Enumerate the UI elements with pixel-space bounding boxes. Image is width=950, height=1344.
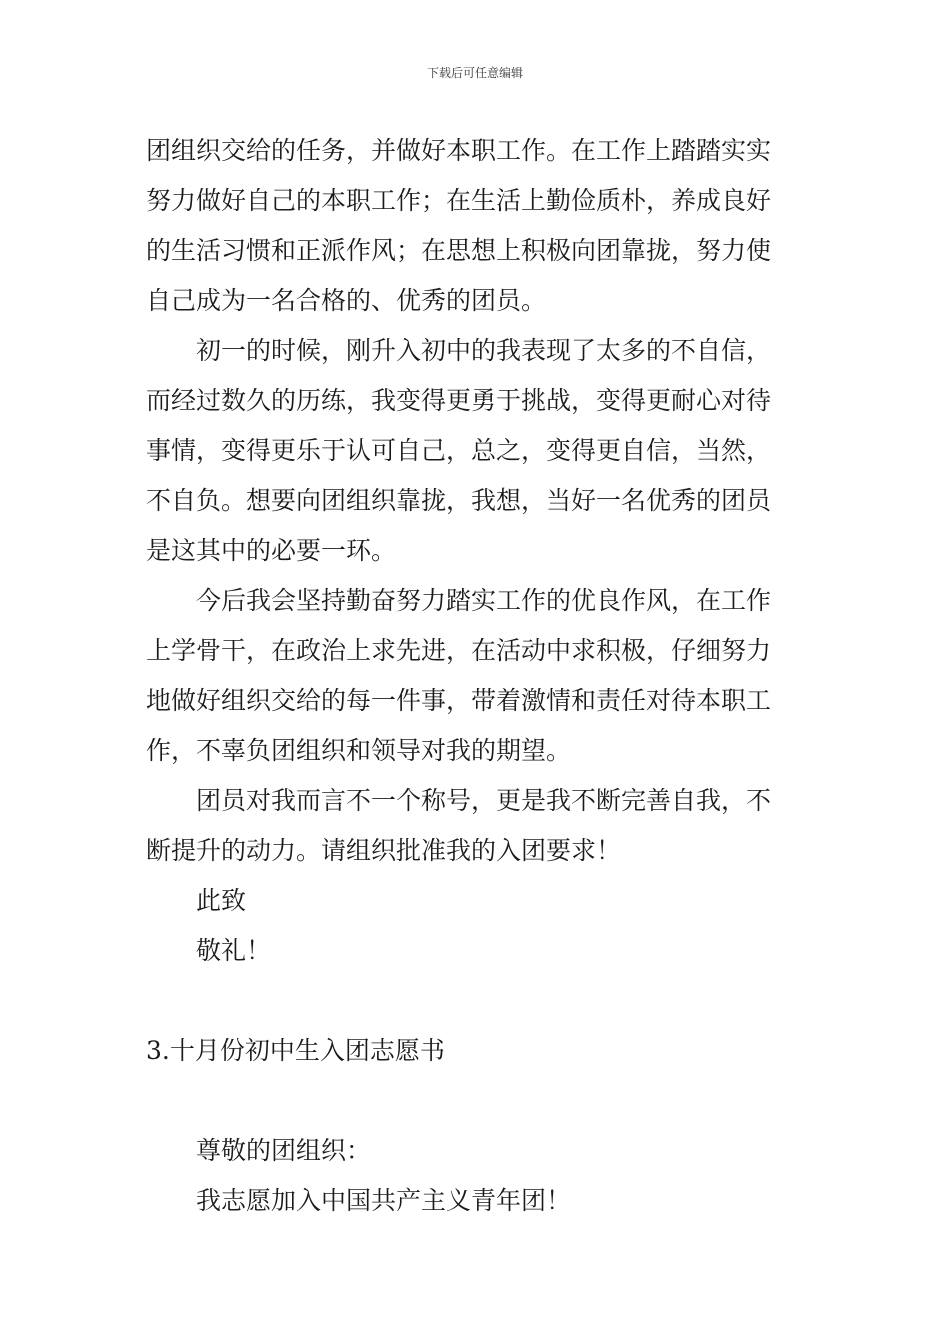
paragraph-2 — [146, 326, 806, 576]
text-line: 而经过数久的历练，我变得更勇于挑战，变得更耐心对待 — [146, 386, 772, 415]
document-body — [146, 126, 806, 1226]
text-line: 今后我会坚持勤奋努力踏实工作的优良作风，在工作 — [196, 586, 772, 615]
text-line: 是这其中的必要一环。 — [146, 536, 397, 565]
opening-line: 我志愿加入中国共产主义青年团！ — [196, 1186, 572, 1215]
text-line: 作，不辜负团组织和领导对我的期望。 — [146, 736, 572, 765]
spacer — [146, 1076, 806, 1126]
spacer — [146, 976, 806, 1026]
paragraph-4 — [146, 776, 806, 876]
text-line: 努力做好自己的本职工作；在生活上勤俭质朴，养成良好 — [146, 186, 772, 215]
text-line: 事情，变得更乐于认可自己，总之，变得更自信，当然， — [146, 436, 772, 465]
text-line: 不自负。想要向团组织靠拢，我想，当好一名优秀的团员 — [146, 486, 772, 515]
closing-phrase: 此致 — [196, 886, 247, 915]
text-line: 团组织交给的任务，并做好本职工作。在工作上踏踏实实 — [146, 136, 772, 165]
paragraph-3 — [146, 576, 806, 776]
text-line: 自己成为一名合格的、优秀的团员。 — [146, 286, 547, 315]
page-header-note: 下载后可任意编辑 — [426, 66, 523, 80]
text-line: 断提升的动力。请组织批准我的入团要求！ — [146, 836, 622, 865]
text-line: 团员对我而言不一个称号，更是我不断完善自我，不 — [196, 786, 772, 815]
text-line: 上学骨干，在政治上求先进，在活动中求积极，仔细努力 — [146, 636, 772, 665]
paragraph-1 — [146, 126, 806, 326]
section-title: 3.十月份初中生入团志愿书 — [146, 1036, 445, 1065]
text-line: 初一的时候，刚升入初中的我表现了太多的不自信， — [196, 336, 772, 365]
text-line: 的生活习惯和正派作风；在思想上积极向团靠拢，努力使 — [146, 236, 772, 265]
salutation: 尊敬的团组织： — [196, 1136, 372, 1165]
text-line: 地做好组织交给的每一件事，带着激情和责任对待本职工 — [146, 686, 772, 715]
closing-salute: 敬礼！ — [196, 936, 272, 965]
